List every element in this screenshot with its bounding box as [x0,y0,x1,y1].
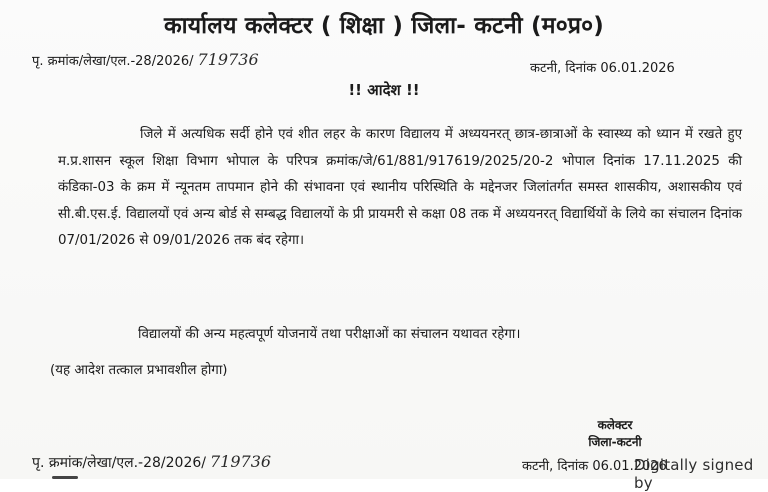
reference-number-bottom [32,452,271,472]
signatory-district: जिला-कटनी [588,435,642,449]
reference-number-top [32,50,259,69]
order-body-paragraph: जिले में अत्यधिक सर्दी होने एवं शीत लहर के कारण विद्यालय में अध्ययनरत् छात्र-छात्राओं के स्वास्थ्य को ध्यान में रखते हुए म.प्र.शासन स्कूल शिक्षा विभाग भोपाल के परिपत्र क्रमांक/जे/61/881/917619/2025/20-2 भोपाल दिनांक 17.11.2025 की कंडिका-03 के क्रम में न्यूनतम तापमान होने की संभावना एवं स्थानीय परिस्थिति के मद्देनजर जिलांतर्गत समस्त शासकीय, अशासकीय एवं सी.बी.एस.ई. विद्यालयों एवं अन्य बोर्ड से सम्बद्ध विद्यालयों के प्री प्रायमरी से कक्षा 08 तक में अध्ययनरत् विद्यार्थियों के लिये का संचालन दिनांक 07/01/2026 से 09/01/2026 तक बंद रहेगा। [58,127,742,248]
signatory-title: कलेक्टर [597,418,633,432]
handwritten-reference-number: 719736 [209,452,272,471]
order-heading: !! आदेश !! [348,81,420,99]
handwritten-reference-number: 719736 [197,50,259,69]
place-date-top: कटनी, दिनांक 06.01.2026 [530,61,675,76]
reference-prefix: पृ. क्रमांक/लेखा/एल.-28/2026/ [32,54,194,69]
digital-signature-label: Digitally signed by [634,456,754,492]
reference-prefix: पृ. क्रमांक/लेखा/एल.-28/2026/ [32,455,206,471]
effect-note: (यह आदेश तत्काल प्रभावशील होगा) [50,363,228,378]
office-title: कार्यालय कलेक्टर ( शिक्षा ) जिला- कटनी (म०प्र०) [163,13,605,39]
place-date-bottom: कटनी, दिनांक 06.01.2026 [522,459,667,474]
order-paragraph-2: विद्यालयों की अन्य महत्वपूर्ण योजनायें तथा परीक्षाओं का संचालन यथावत रहेगा। [138,327,521,342]
